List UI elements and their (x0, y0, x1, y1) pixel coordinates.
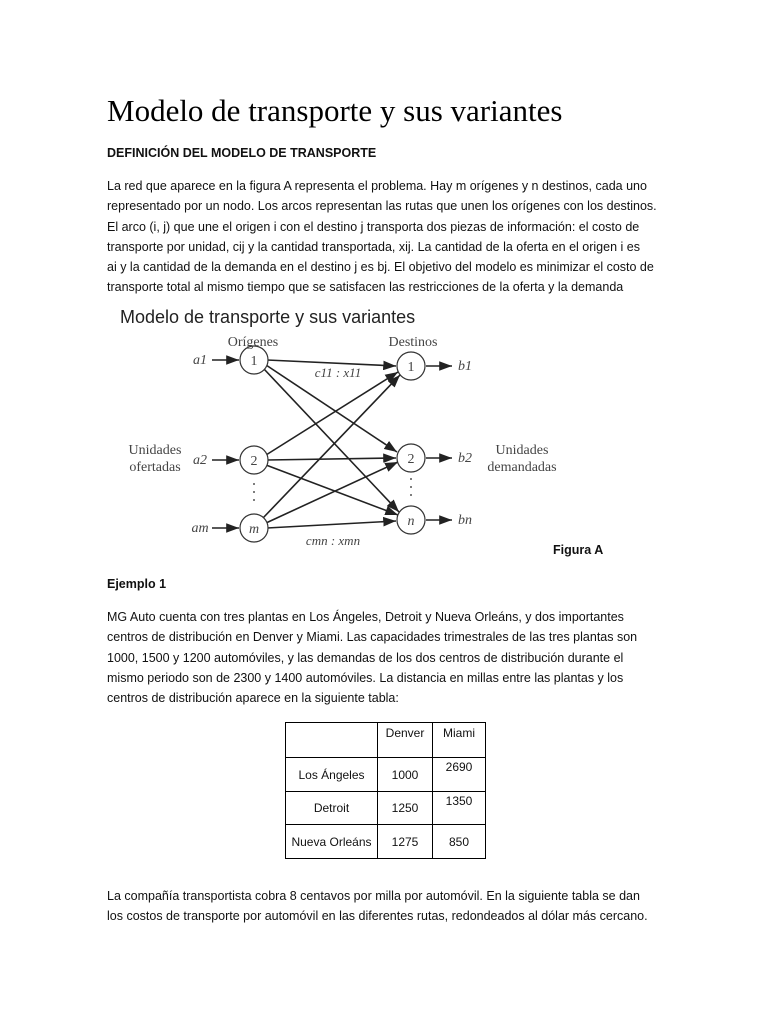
page-title: Modelo de transporte y sus variantes (107, 93, 563, 128)
text-line: La compañía transportista cobra 8 centavos por milla por automóvil. En la siguiente tabla se dan (107, 889, 640, 903)
node-label: 2 (407, 452, 415, 467)
example-heading: Ejemplo 1 (107, 577, 167, 591)
text-line: centros de distribución aparece en la siguiente tabla: (107, 691, 399, 706)
text-line: ai y la cantidad de la demanda en el destino j es bj. El objetivo del modelo es minimizar el costo de (107, 260, 654, 275)
table-row (286, 792, 486, 825)
origins-label: Orígenes (227, 335, 279, 350)
table-cell: 1000 (378, 758, 433, 792)
node-label: m (248, 522, 260, 537)
text-line: transporte total al mismo tiempo que se satisfacen las restricciones de la oferta y la demanda (107, 280, 624, 295)
demand-var: b2 (458, 451, 472, 466)
demand-var: bn (458, 513, 472, 528)
row-label: Detroit (286, 792, 378, 825)
table-row (286, 825, 486, 859)
table-header-row (286, 723, 486, 758)
text-line: El arco (i, j) que une el origen i con el destino j transporta dos piezas de información: el costo de (107, 219, 640, 234)
table-cell: 2690 (433, 758, 486, 792)
section-heading: DEFINICIÓN DEL MODELO DE TRANSPORTE (107, 146, 377, 160)
arcs (212, 360, 452, 528)
closing-paragraph (107, 886, 687, 927)
node-label: 1 (250, 354, 258, 369)
distance-table (285, 722, 486, 859)
supply-var: a1 (193, 353, 207, 368)
text-line: MG Auto cuenta con tres plantas en Los Ángeles, Detroit y Nueva Orleáns, y dos importantes (107, 610, 624, 624)
row-label: Nueva Orleáns (286, 825, 378, 859)
supply-var: am (191, 521, 209, 536)
demand-label: Unidades (495, 443, 549, 458)
text-line: representado por un nodo. Los arcos representan las rutas que unen los orígenes con los destinos. (107, 199, 657, 214)
node-label: 1 (407, 360, 415, 375)
demand-label: demandadas (487, 460, 557, 475)
column-header: Denver (378, 723, 433, 758)
table-row (286, 758, 486, 792)
example-paragraph (107, 607, 687, 708)
demand-var: b1 (458, 359, 472, 374)
supply-label: ofertadas (129, 460, 181, 475)
table-cell: 1275 (378, 825, 433, 859)
table-cell: 1250 (378, 792, 433, 825)
row-label: Los Ángeles (286, 758, 378, 792)
supply-label: Unidades (128, 443, 182, 458)
text-line: los costos de transporte por automóvil en las diferentes rutas, redondeados al dólar más cercano. (107, 909, 648, 924)
text-line: 1000, 1500 y 1200 automóviles, y las demandas de los dos centros de distribución durante el (107, 650, 624, 665)
arc-label: c11 : x11 (314, 365, 362, 380)
text-line: transporte por unidad, cij y la cantidad transportada, xij. La cantidad de la oferta en el origen i es (107, 239, 640, 254)
table-cell: 850 (433, 825, 486, 859)
table-cell: 1350 (433, 792, 486, 825)
node-label: 2 (250, 454, 258, 469)
arc-label: cmn : xmn (305, 533, 361, 548)
text-line: La red que aparece en la figura A representa el problema. Hay m orígenes y n destinos, cada uno (107, 179, 647, 193)
figure-title: Modelo de transporte y sus variantes (120, 307, 416, 327)
figure-caption: Figura A (553, 543, 604, 557)
supply-var: a2 (193, 453, 207, 468)
node-label: n (407, 514, 415, 529)
destinations-label: Destinos (388, 335, 438, 350)
text-line: mismo periodo son de 2300 y 1400 automóviles. La distancia en millas entre las plantas y los (107, 670, 624, 685)
column-header: Miami (433, 723, 486, 758)
text-line: centros de distribución en Denver y Miami. Las capacidades trimestrales de las tres plantas son (107, 630, 638, 645)
